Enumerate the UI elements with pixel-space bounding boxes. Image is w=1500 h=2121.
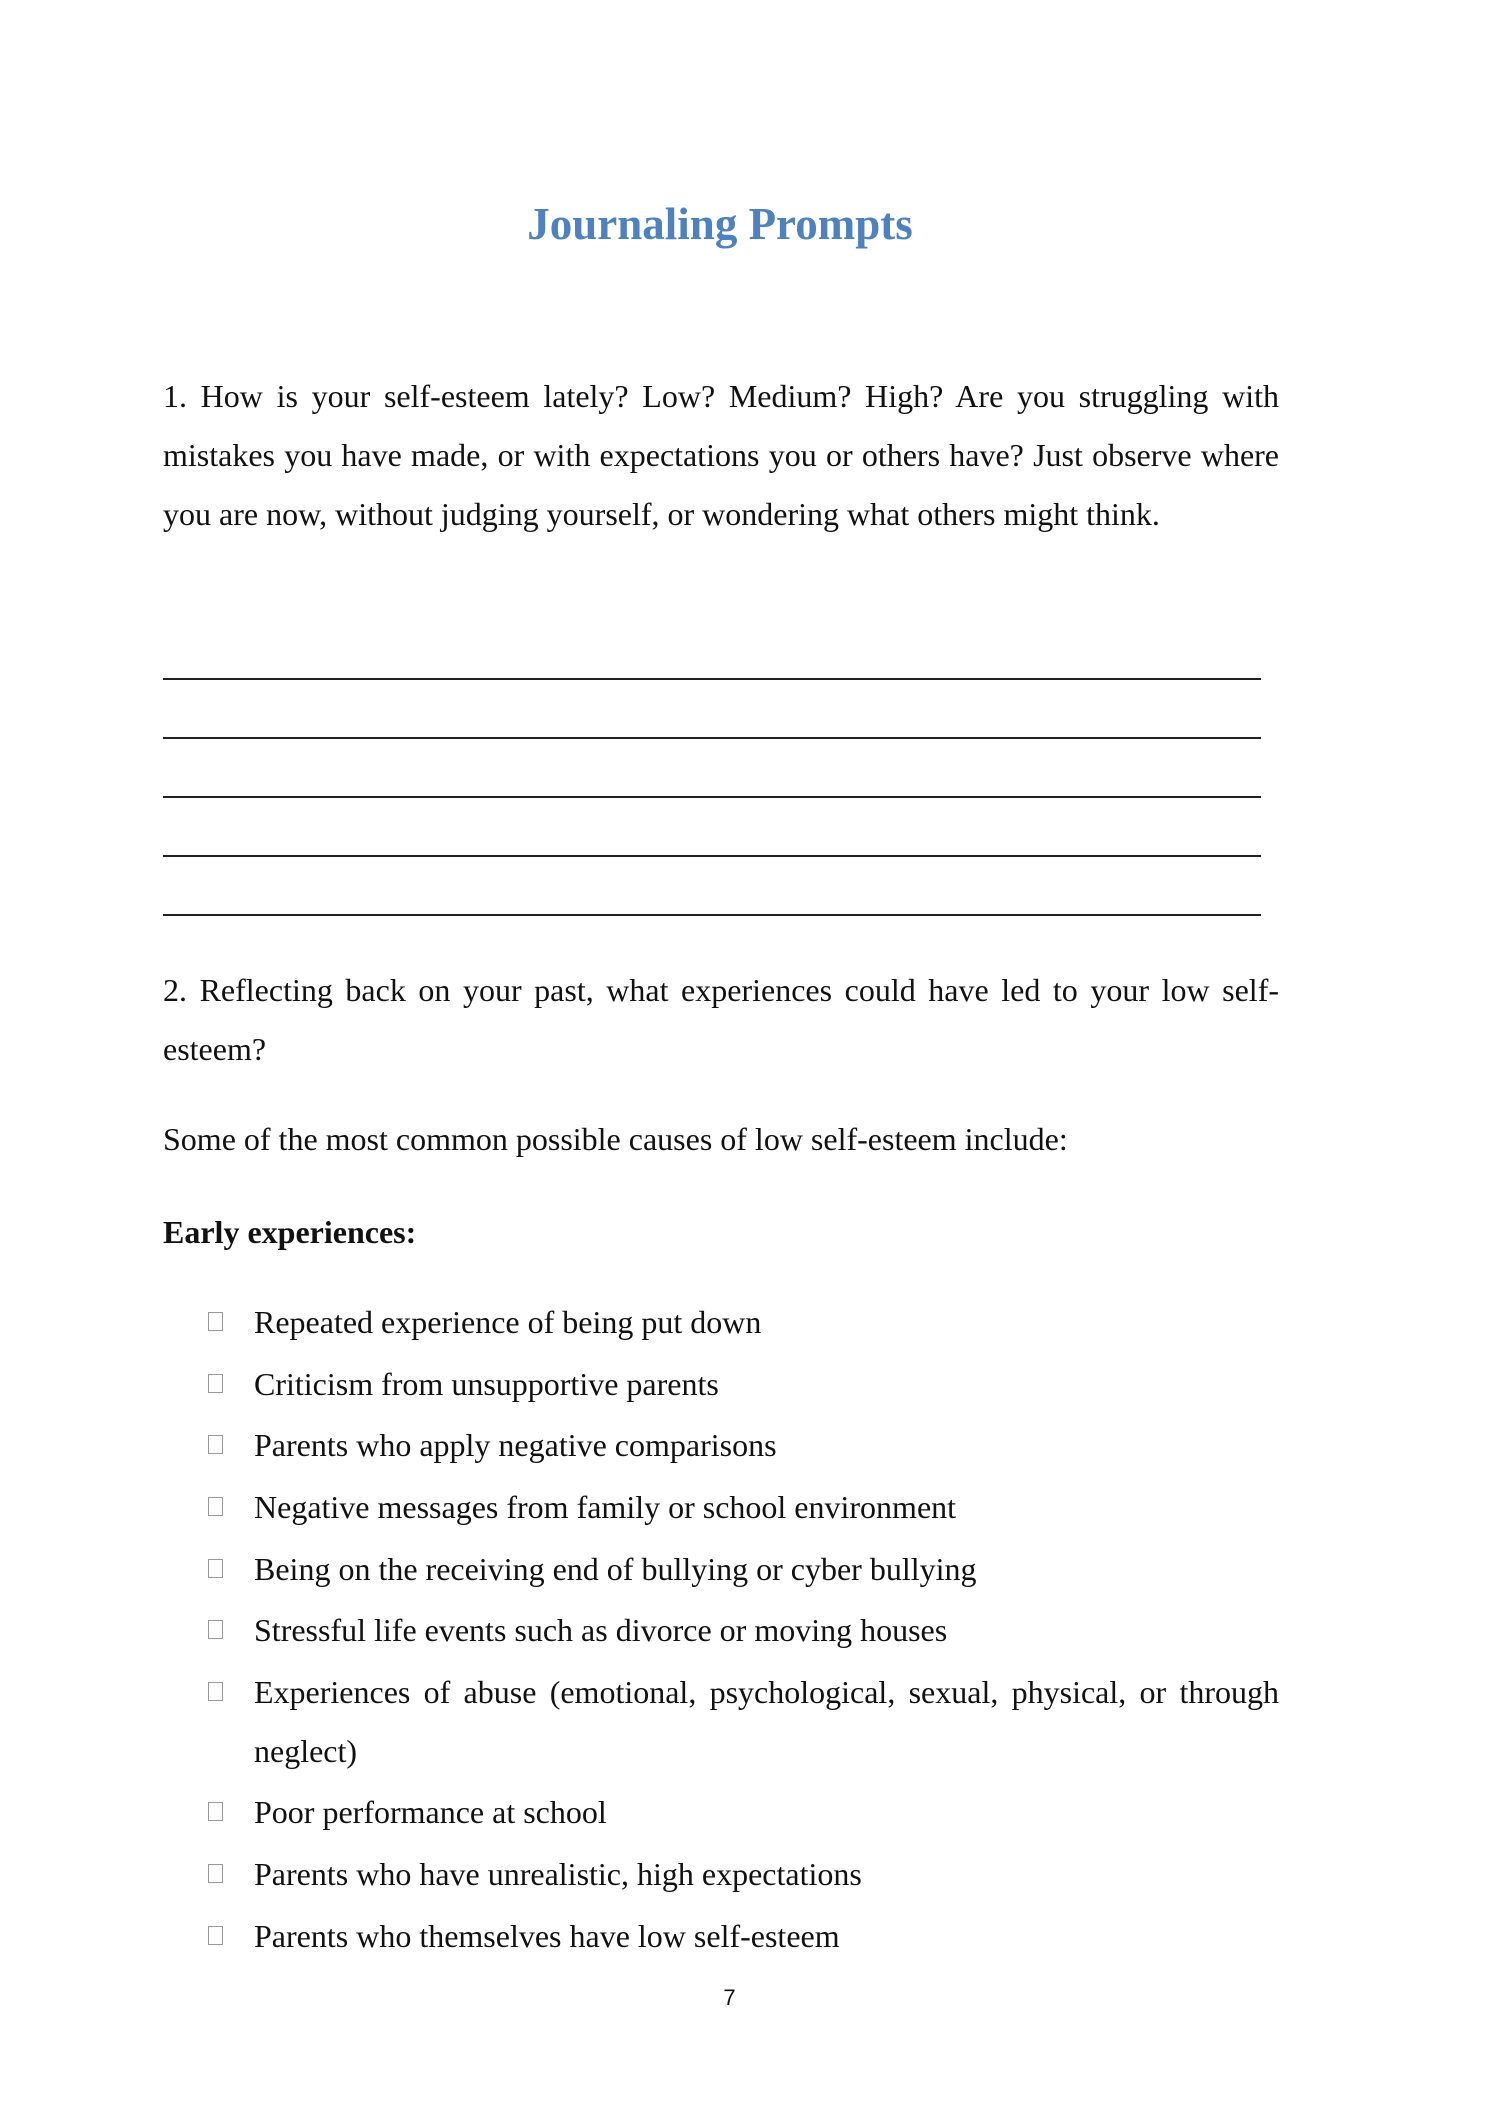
list-item-text: Experiences of abuse (emotional, psychological, sexual, physical, or through neglect) <box>254 1674 1279 1769</box>
list-item <box>208 1416 1279 1475</box>
answer-line-5[interactable] <box>163 914 1261 916</box>
checkbox-icon[interactable] <box>208 1559 223 1578</box>
prompt-2: 2. Reflecting back on your past, what experiences could have led to your low self-esteem? <box>163 972 1279 1067</box>
checkbox-icon[interactable] <box>208 1435 223 1454</box>
list-item-text: Being on the receiving end of bullying or cyber bullying <box>254 1551 977 1587</box>
list-item <box>208 1540 1279 1599</box>
checkbox-icon[interactable] <box>208 1864 223 1883</box>
list-item <box>208 1293 1279 1352</box>
list-item-text: Stressful life events such as divorce or moving houses <box>254 1612 948 1648</box>
checkbox-icon[interactable] <box>208 1802 223 1821</box>
checkbox-icon[interactable] <box>208 1926 223 1945</box>
page-title: Journaling Prompts <box>527 199 913 249</box>
prompt-1: 1. How is your self-esteem lately? Low? Medium? High? Are you struggling with mistakes you have made, or with expectations you or others have? Just observe where you are now, without judging yourself, or wondering what others might think. <box>163 378 1279 532</box>
list-item <box>208 1355 1279 1414</box>
list-item-text: Negative messages from family or school environment <box>254 1489 957 1525</box>
list-item-text: Parents who themselves have low self-esteem <box>254 1918 840 1954</box>
section-heading-early-experiences: Early experiences: <box>163 1214 417 1250</box>
page-number: 7 <box>723 1985 736 2010</box>
checkbox-icon[interactable] <box>208 1374 223 1393</box>
answer-line-2[interactable] <box>163 737 1261 739</box>
list-item-text: Parents who apply negative comparisons <box>254 1427 777 1463</box>
list-item-text: Criticism from unsupportive parents <box>254 1366 719 1402</box>
list-item <box>208 1478 1279 1537</box>
list-item <box>208 1601 1279 1660</box>
answer-line-3[interactable] <box>163 796 1261 798</box>
list-item-text: Parents who have unrealistic, high expectations <box>254 1856 862 1892</box>
list-item <box>208 1907 1279 1966</box>
list-item <box>208 1845 1279 1904</box>
checkbox-icon[interactable] <box>208 1682 223 1701</box>
answer-line-4[interactable] <box>163 855 1261 857</box>
causes-intro: Some of the most common possible causes of low self-esteem include: <box>163 1121 1068 1157</box>
list-item <box>208 1783 1279 1842</box>
list-item <box>208 1663 1279 1781</box>
checkbox-icon[interactable] <box>208 1620 223 1639</box>
list-item-text: Repeated experience of being put down <box>254 1304 762 1340</box>
checkbox-icon[interactable] <box>208 1497 223 1516</box>
answer-line-1[interactable] <box>163 678 1261 680</box>
list-item-text: Poor performance at school <box>254 1794 607 1830</box>
checkbox-icon[interactable] <box>208 1312 223 1331</box>
